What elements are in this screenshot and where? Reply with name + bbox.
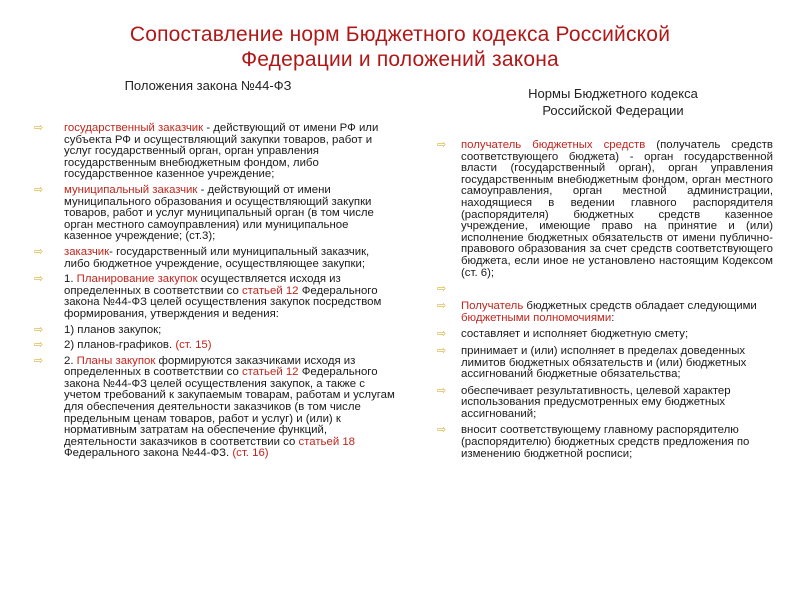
list-item [34, 340, 396, 352]
highlighted-term: муниципальный заказчик [64, 183, 198, 196]
article-reference: статьей 12 [241, 284, 299, 297]
title-line-2: Федерации и положений закона [241, 48, 559, 71]
item-text: (получатель средств соответствующего бюджета) - орган государственной власти (государственный орган), орган управления государственным внебюджетным фондом, орган местного самоуправления, орган местной администрации, находящиеся в ведении главного распорядителя (распорядителя) бюджетных средств казенное учреждение, имеющие право на принятие и (или) исполнение бюджетных обязательств от имени публично-правового образования за счет средств соответствующего бюджета, если иное не установлено настоящим Кодексом (ст. 6); [461, 139, 773, 279]
left-column-heading: Положения закона №44-ФЗ [124, 78, 292, 93]
list-item [34, 325, 396, 337]
item-text: формируются заказчиками исходя из определенных в соответствии со [64, 354, 356, 379]
right-column-heading [488, 85, 738, 119]
item-text: бюджетных средств обладает следующими [523, 300, 757, 313]
item-text: принимает и (или) исполняет в пределах доведенных лимитов бюджетных обязательств и (или) бюджетных ассигнований бюджетные обязательства; [461, 344, 747, 381]
arrow-bullet-icon: ⇨ [34, 323, 44, 336]
arrow-bullet-icon: ⇨ [34, 339, 44, 352]
item-text: - действующий от имени РФ или субъекта РФ и осуществляющий закупки товаров, работ и услуг государственный орган, орган управления государственным внебюджетным фондом, либо государственное казенное учреждение; [64, 122, 379, 181]
article-reference: (ст. 15) [175, 339, 212, 352]
arrow-bullet-icon: ⇨ [34, 245, 44, 258]
item-text: 1) планов закупок; [64, 323, 162, 336]
arrow-bullet-icon: ⇨ [34, 183, 44, 196]
item-text: Федерального закона №44-ФЗ. [64, 447, 233, 460]
list-item [34, 185, 396, 243]
arrow-bullet-icon: ⇨ [34, 354, 44, 367]
arrow-bullet-icon: ⇨ [437, 384, 447, 397]
arrow-bullet-icon: ⇨ [34, 122, 44, 134]
item-text: Федерального закона №44-ФЗ целей осуществления закупок, а также с учетом требований к закупаемым товарам, работам и услугам для обеспечения деятельности заказчиков (в том числе предельным ценам товаров, работ и услуг) и (или) к нормативным затратам на обеспечение функций, деятельности заказчиков в соответствии со [64, 366, 395, 448]
arrow-bullet-icon: ⇨ [437, 139, 447, 151]
list-item [34, 247, 396, 270]
list-item [437, 386, 773, 421]
right-heading-line-1: Нормы Бюджетного кодекса [528, 86, 698, 101]
item-text: обеспечивает результативность, целевой характер использования предусмотренных ему бюджетных ассигнований; [461, 384, 731, 420]
item-text: - государственный или муниципальный заказчик, либо бюджетное учреждение, осуществляющее закупки; [64, 245, 370, 270]
list-item [437, 329, 773, 341]
arrow-bullet-icon: ⇨ [34, 273, 44, 286]
arrow-bullet-icon: ⇨ [437, 300, 447, 313]
highlighted-term: заказчик [64, 245, 110, 258]
list-item [34, 356, 396, 460]
list-item-empty [437, 284, 773, 296]
slide-title [0, 22, 800, 72]
highlighted-term: Планы закупок [76, 354, 156, 367]
highlighted-term: бюджетными полномочиями [461, 311, 612, 324]
title-line-1: Сопоставление норм Бюджетного кодекса Российской [129, 23, 671, 46]
highlighted-term: получатель бюджетных средств [461, 139, 646, 151]
article-reference: (ст. 16) [232, 447, 269, 460]
highlighted-term: государственный заказчик [64, 122, 204, 134]
list-item [437, 140, 773, 279]
highlighted-term: Планирование закупок [76, 273, 198, 286]
highlighted-term: Получатель [461, 300, 524, 313]
list-item [437, 425, 773, 460]
item-text: осуществляется исходя из определенных в соответствии со [64, 273, 341, 297]
right-heading-line-2: Российской Федерации [542, 103, 684, 118]
list-item [34, 123, 396, 181]
item-text: 1. [64, 273, 77, 286]
item-text: Федерального закона №44-ФЗ целей осуществления закупок посредством формирования, утверждения и ведения: [64, 284, 382, 320]
arrow-bullet-icon: ⇨ [437, 283, 447, 296]
arrow-bullet-icon: ⇨ [437, 328, 447, 341]
arrow-bullet-icon: ⇨ [437, 424, 447, 437]
article-reference: статьей 18 [298, 435, 356, 448]
item-text: - действующий от имени муниципального образования и осуществляющий закупки товаров, работ и услуг муниципальный орган (в том числе орган местного самоуправления) или муниципальное казенное учреждение; (ст.3); [64, 183, 374, 243]
budget-code-norms-list [437, 140, 773, 465]
list-item [437, 346, 773, 381]
list-item [34, 274, 396, 320]
item-text: 2) планов-графиков. [64, 339, 176, 352]
arrow-bullet-icon: ⇨ [437, 344, 447, 357]
law-44fz-provisions-list [34, 123, 396, 464]
article-reference: статьей 12 [241, 366, 299, 379]
item-text: составляет и исполняет бюджетную смету; [461, 328, 689, 341]
item-text: вносит соответствующему главному распорядителю (распорядителю) бюджетных средств предложения по изменению бюджетной росписи; [461, 424, 750, 460]
list-item [437, 301, 773, 324]
item-text: : [611, 311, 615, 324]
item-text: 2. [64, 354, 77, 367]
